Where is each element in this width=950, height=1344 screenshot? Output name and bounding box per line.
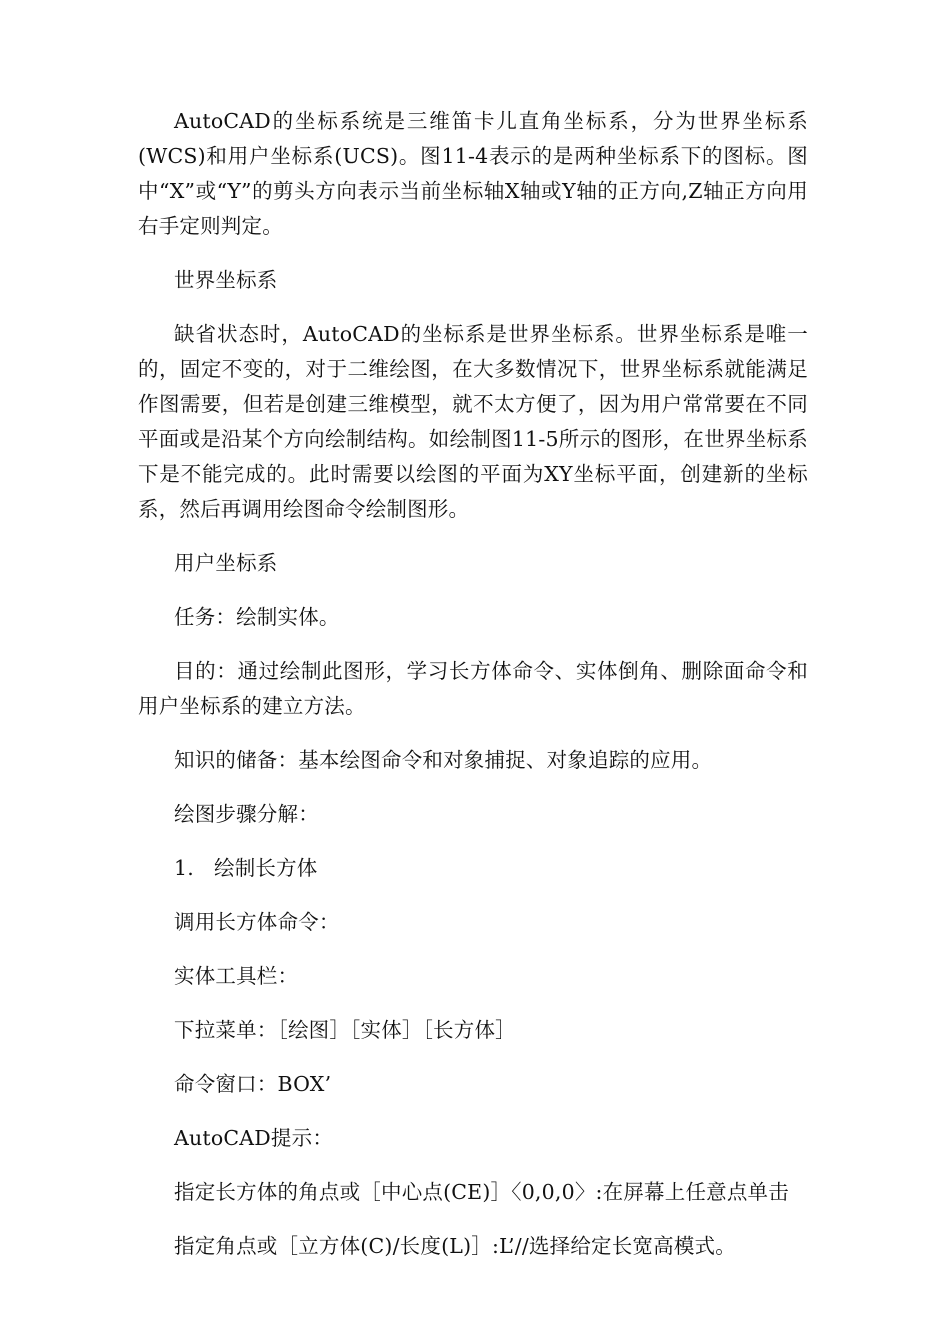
heading-user-coordinate-system: 用户坐标系 [174,551,278,575]
paragraph-specify-length: 指定角点或［立方体(C)/长度(L)］:L’//选择给定长宽高模式。 [174,1234,736,1258]
paragraph-autocad-prompt: AutoCAD提示： [174,1126,334,1150]
step-1-number: 1. [174,856,194,880]
document-page [138,104,808,1283]
paragraph-task: 任务：绘制实体。 [174,605,340,629]
heading-world-coordinate-system: 世界坐标系 [174,268,278,292]
paragraph-dropdown-menu: 下拉菜单：［绘图］［实体］［长方体］ [174,1018,516,1042]
paragraph-knowledge: 知识的储备：基本绘图命令和对象捕捉、对象追踪的应用。 [174,748,713,772]
step-1-item [138,851,808,886]
paragraph-solid-toolbar: 实体工具栏： [174,964,299,988]
paragraph-purpose: 目的：通过绘制此图形，学习长方体命令、实体倒角、删除面命令和用户坐标系的建立方法。 [138,659,808,718]
step-1-text: 绘制长方体 [214,856,318,880]
paragraph-coordinate-system-intro: AutoCAD的坐标系统是三维笛卡儿直角坐标系，分为世界坐标系(WCS)和用户坐标系(UCS)。图11-4表示的是两种坐标系下的图标。图中“X”或“Y”的剪头方向表示当前坐标轴X轴或Y轴的正方向,Z轴正方向用右手定则判定。 [138,109,808,238]
paragraph-world-coordinate-system: 缺省状态时，AutoCAD的坐标系是世界坐标系。世界坐标系是唯一的，固定不变的，对于二维绘图，在大多数情况下，世界坐标系就能满足作图需要，但若是创建三维模型，就不太方便了，因为用户常常要在不同平面或是沿某个方向绘制结构。如绘制图11-5所示的图形，在世界坐标系下是不能完成的。此时需要以绘图的平面为XY坐标平面，创建新的坐标系，然后再调用绘图命令绘制图形。 [138,322,808,521]
paragraph-call-box-command: 调用长方体命令： [174,910,340,934]
paragraph-command-window: 命令窗口：BOX’ [174,1072,332,1096]
paragraph-specify-corner: 指定长方体的角点或［中心点(CE)］〈0,0,0〉:在屏幕上任意点单击 [174,1180,789,1204]
paragraph-steps-title: 绘图步骤分解： [174,802,319,826]
